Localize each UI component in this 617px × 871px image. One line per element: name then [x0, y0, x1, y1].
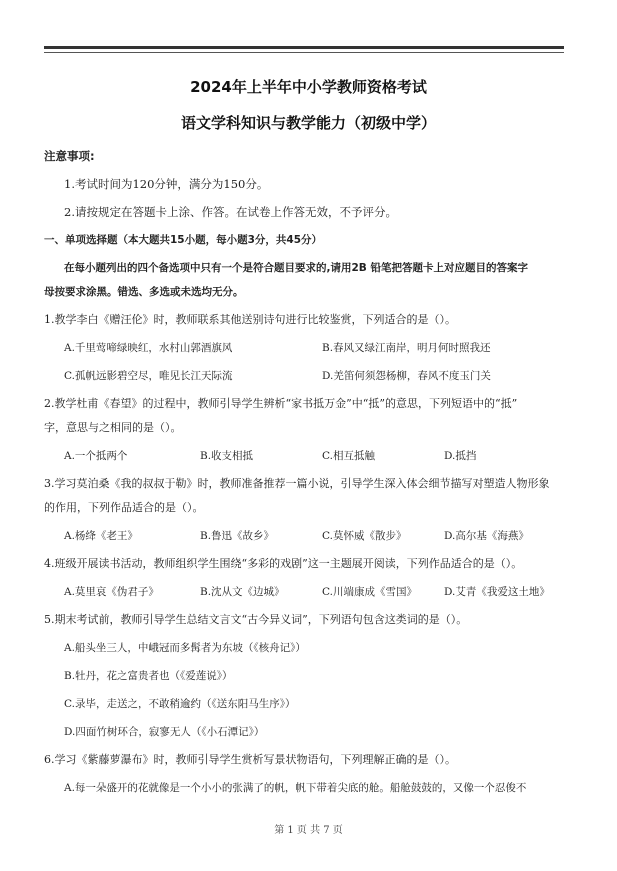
question-2-option-a: A.一个抵两个 [64, 450, 128, 462]
question-4-option-a: A.莫里哀《伪君子》 [64, 586, 159, 598]
question-5-stem: 5.期末考试前，教师引导学生总结文言文“古今异义词”，下列语句包含这类词的是（）。 [44, 613, 468, 626]
question-5-option-d: D.四面竹树环合，寂寥无人（《小石潭记》） [64, 726, 265, 738]
question-2-option-d: D.抵挡 [444, 450, 477, 462]
question-6-option-a: A.每一朵盛开的花就像是一个小小的张满了的帆，帆下带着尖底的舱。船舱鼓鼓的，又像一个忍俊不 [64, 782, 527, 794]
question-3-stem-line-1: 3.学习莫泊桑《我的叔叔于勒》时，教师准备推荐一篇小说，引导学生深入体会细节描写对塑造人物形象 [44, 477, 550, 490]
exam-subtitle: 语文学科知识与教学能力（初级中学） [180, 114, 436, 132]
question-5-option-b: B.牡丹，花之富贵者也（《爱莲说》） [64, 670, 233, 682]
question-6-stem: 6.学习《紫藤萝瀑布》时，教师引导学生赏析写景状物语句，下列理解正确的是（）。 [44, 753, 456, 766]
top-rule-thin [44, 52, 564, 53]
question-1-option-d: D.羌笛何须怨杨柳，春风不度玉门关 [322, 370, 491, 382]
question-1-stem: 1.教学李白《赠汪伦》时，教师联系其他送别诗句进行比较鉴赏，下列适合的是（）。 [44, 313, 456, 326]
question-4-stem: 4.班级开展读书活动，教师组织学生围绕“多彩的戏剧”这一主题展开阅读，下列作品适合的是（）。 [44, 557, 523, 570]
question-1-option-c: C.孤帆远影碧空尽，唯见长江天际流 [64, 370, 233, 382]
question-3-option-b: B.鲁迅《故乡》 [200, 530, 275, 542]
question-2-option-b: B.收支相抵 [200, 450, 254, 462]
notice-heading: 注意事项: [44, 149, 95, 163]
exam-title: 2024年上半年中小学教师资格考试 [190, 78, 427, 96]
question-5-option-c: C.录毕，走送之，不敢稍逾约（《送东阳马生序》） [64, 698, 296, 710]
notice-item-1: 1.考试时间为120分钟，满分为150分。 [64, 177, 269, 191]
top-rule-thick [44, 46, 564, 49]
question-4-option-d: D.艾青《我爱这土地》 [444, 586, 550, 598]
question-5-option-a: A.船头坐三人，中峨冠而多髯者为东坡（《核舟记》） [64, 642, 306, 654]
notice-item-2: 2.请按规定在答题卡上涂、作答。在试卷上作答无效，不予评分。 [64, 205, 397, 219]
question-2-stem-line-1: 2.教学杜甫《春望》的过程中，教师引导学生辨析“家书抵万金”中“抵”的意思，下列短语中的“抵” [44, 397, 518, 410]
section-heading: 一、单项选择题（本大题共15小题，每小题3分，共45分） [44, 234, 323, 246]
question-3-option-d: D.高尔基《海燕》 [444, 530, 529, 542]
question-3-option-a: A.杨绛《老王》 [64, 530, 138, 542]
page-number-footer: 第 1 页 共 7 页 [274, 825, 343, 836]
question-2-option-c: C.相互抵触 [322, 450, 375, 462]
question-1-option-a: A.千里莺啼绿映红，水村山郭酒旗风 [64, 342, 233, 354]
question-2-stem-line-2: 字，意思与之相同的是（）。 [44, 421, 182, 434]
question-4-option-b: B.沈从文《边城》 [200, 586, 285, 598]
question-3-option-c: C.莫怀威《散步》 [322, 530, 407, 542]
question-3-stem-line-2: 的作用，下列作品适合的是（）。 [44, 501, 204, 514]
section-instruction-1: 在每小题列出的四个备选项中只有一个是符合题目要求的,请用2B 铅笔把答题卡上对应题目的答案字 [64, 262, 528, 274]
section-instruction-2: 母按要求涂黑。错选、多选或未选均无分。 [44, 286, 244, 298]
question-1-option-b: B.春风又绿江南岸，明月何时照我还 [322, 342, 491, 354]
question-4-option-c: C.川端康成《雪国》 [322, 586, 417, 598]
